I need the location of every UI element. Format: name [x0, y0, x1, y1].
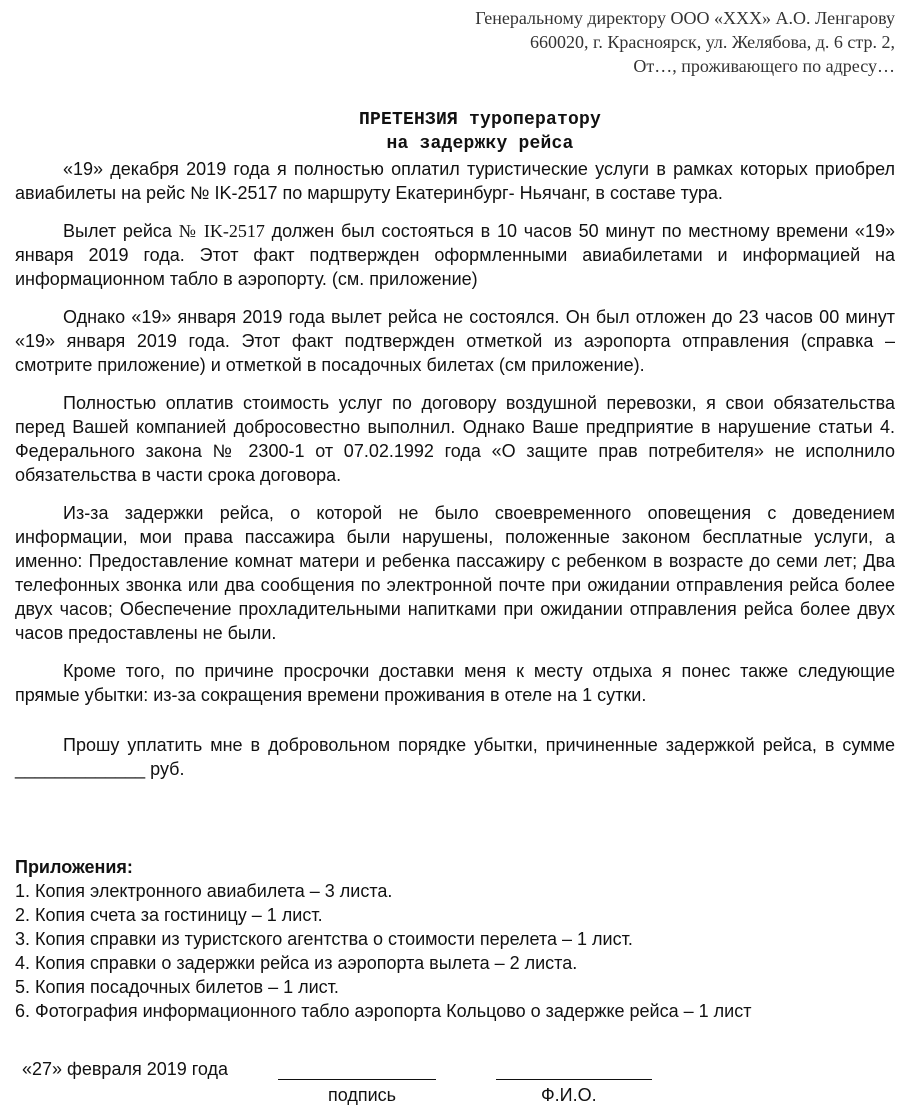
- attachment-item: 2. Копия счета за гостиницу – 1 лист.: [15, 905, 323, 925]
- name-line: [496, 1079, 652, 1080]
- paragraph-losses: Кроме того, по причине просрочки доставки меня к месту отдыха я понес также следующие прямые убытки: из-за сокращения времени проживания в отеле на 1 сутки.: [15, 661, 895, 705]
- attachments-list: [15, 855, 895, 1023]
- name-label: Ф.И.О.: [541, 1085, 597, 1105]
- document-title: [0, 108, 914, 156]
- paragraph-departure: [15, 219, 895, 291]
- paragraph-delay: Однако «19» января 2019 года вылет рейса не состоялся. Он был отложен до 23 часов 00 минут «19» января 2019 года. Этот факт подтвержден отметкой из аэропорта отправления (справка – смотрите приложение) и отметкой в посадочных билетах (см приложение).: [15, 307, 895, 375]
- attachments-title: Приложения:: [15, 857, 133, 877]
- addressee-line: Генеральному директору ООО «ХХХ» А.О. Ленгарову: [475, 8, 895, 28]
- paragraph-departure-start: Вылет рейса: [63, 221, 179, 241]
- attachment-item: 1. Копия электронного авиабилета – 3 листа.: [15, 881, 393, 901]
- attachment-item: 4. Копия справки о задержки рейса из аэропорта вылета – 2 листа.: [15, 953, 578, 973]
- signature-footer: [22, 1057, 892, 1112]
- paragraph-obligations: Полностью оплатив стоимость услуг по договору воздушной перевозки, я свои обязательства перед Вашей компанией добросовестно выполнил. Однако Ваше предприятие в нарушение статьи 4. Федерального закона № 2300-1 от 07.02.1992 года «О защите прав потребителя» не исполнило обязательства в части срока договора.: [15, 393, 895, 485]
- signature-label: подпись: [328, 1085, 397, 1105]
- flight-number: № IK-2517: [178, 221, 265, 241]
- claim-body: [15, 157, 895, 795]
- paragraph-rights: Из-за задержки рейса, о которой не было своевременного оповещения с доведением информации, мои права пассажира были нарушены, положенные законом бесплатные услуги, а именно: Предоставление комнат матери и ребенка пассажиру с ребенком в возрасте до семи лет; Два телефонных звонка или два сообщения по электронной почте при ожидании отправления рейса более двух часов; Обеспечение прохладительными напитками при ожидании отправления рейса более двух часов предоставлены не были.: [15, 503, 895, 643]
- attachment-item: 6. Фотография информационного табло аэропорта Кольцово о задержке рейса – 1 лист: [15, 1001, 752, 1021]
- paragraph-purchase: «19» декабря 2019 года я полностью оплатил туристические услуги в рамках которых приобрел авиабилеты на рейс № IK-2517 по маршруту Екатеринбург- Ньячанг, в составе тура.: [15, 159, 895, 203]
- attachment-item: 3. Копия справки из туристского агентства о стоимости перелета – 1 лист.: [15, 929, 633, 949]
- addressee-block: [295, 6, 895, 78]
- paragraph-request: Прошу уплатить мне в добровольном порядке убытки, причиненные задержкой рейса, в сумме _____________ руб.: [15, 735, 895, 779]
- document-date: «27» февраля 2019 года: [22, 1059, 229, 1079]
- paragraph-departure-rest: должен был состояться в 10 часов 50 минут по местному времени «19» января 2019 года. Этот факт подтвержден оформленными авиабилетами и информацией на информационном табло в аэропорту. (см. приложение): [15, 221, 895, 289]
- title-line-1: ПРЕТЕНЗИЯ туроператору: [358, 110, 602, 130]
- signature-line: [278, 1079, 436, 1080]
- sender-line: От…, проживающего по адресу…: [633, 56, 895, 76]
- address-line: 660020, г. Красноярск, ул. Желябова, д. 6 стр. 2,: [530, 32, 895, 52]
- attachment-item: 5. Копия посадочных билетов – 1 лист.: [15, 977, 339, 997]
- title-line-2: на задержку рейса: [386, 134, 574, 154]
